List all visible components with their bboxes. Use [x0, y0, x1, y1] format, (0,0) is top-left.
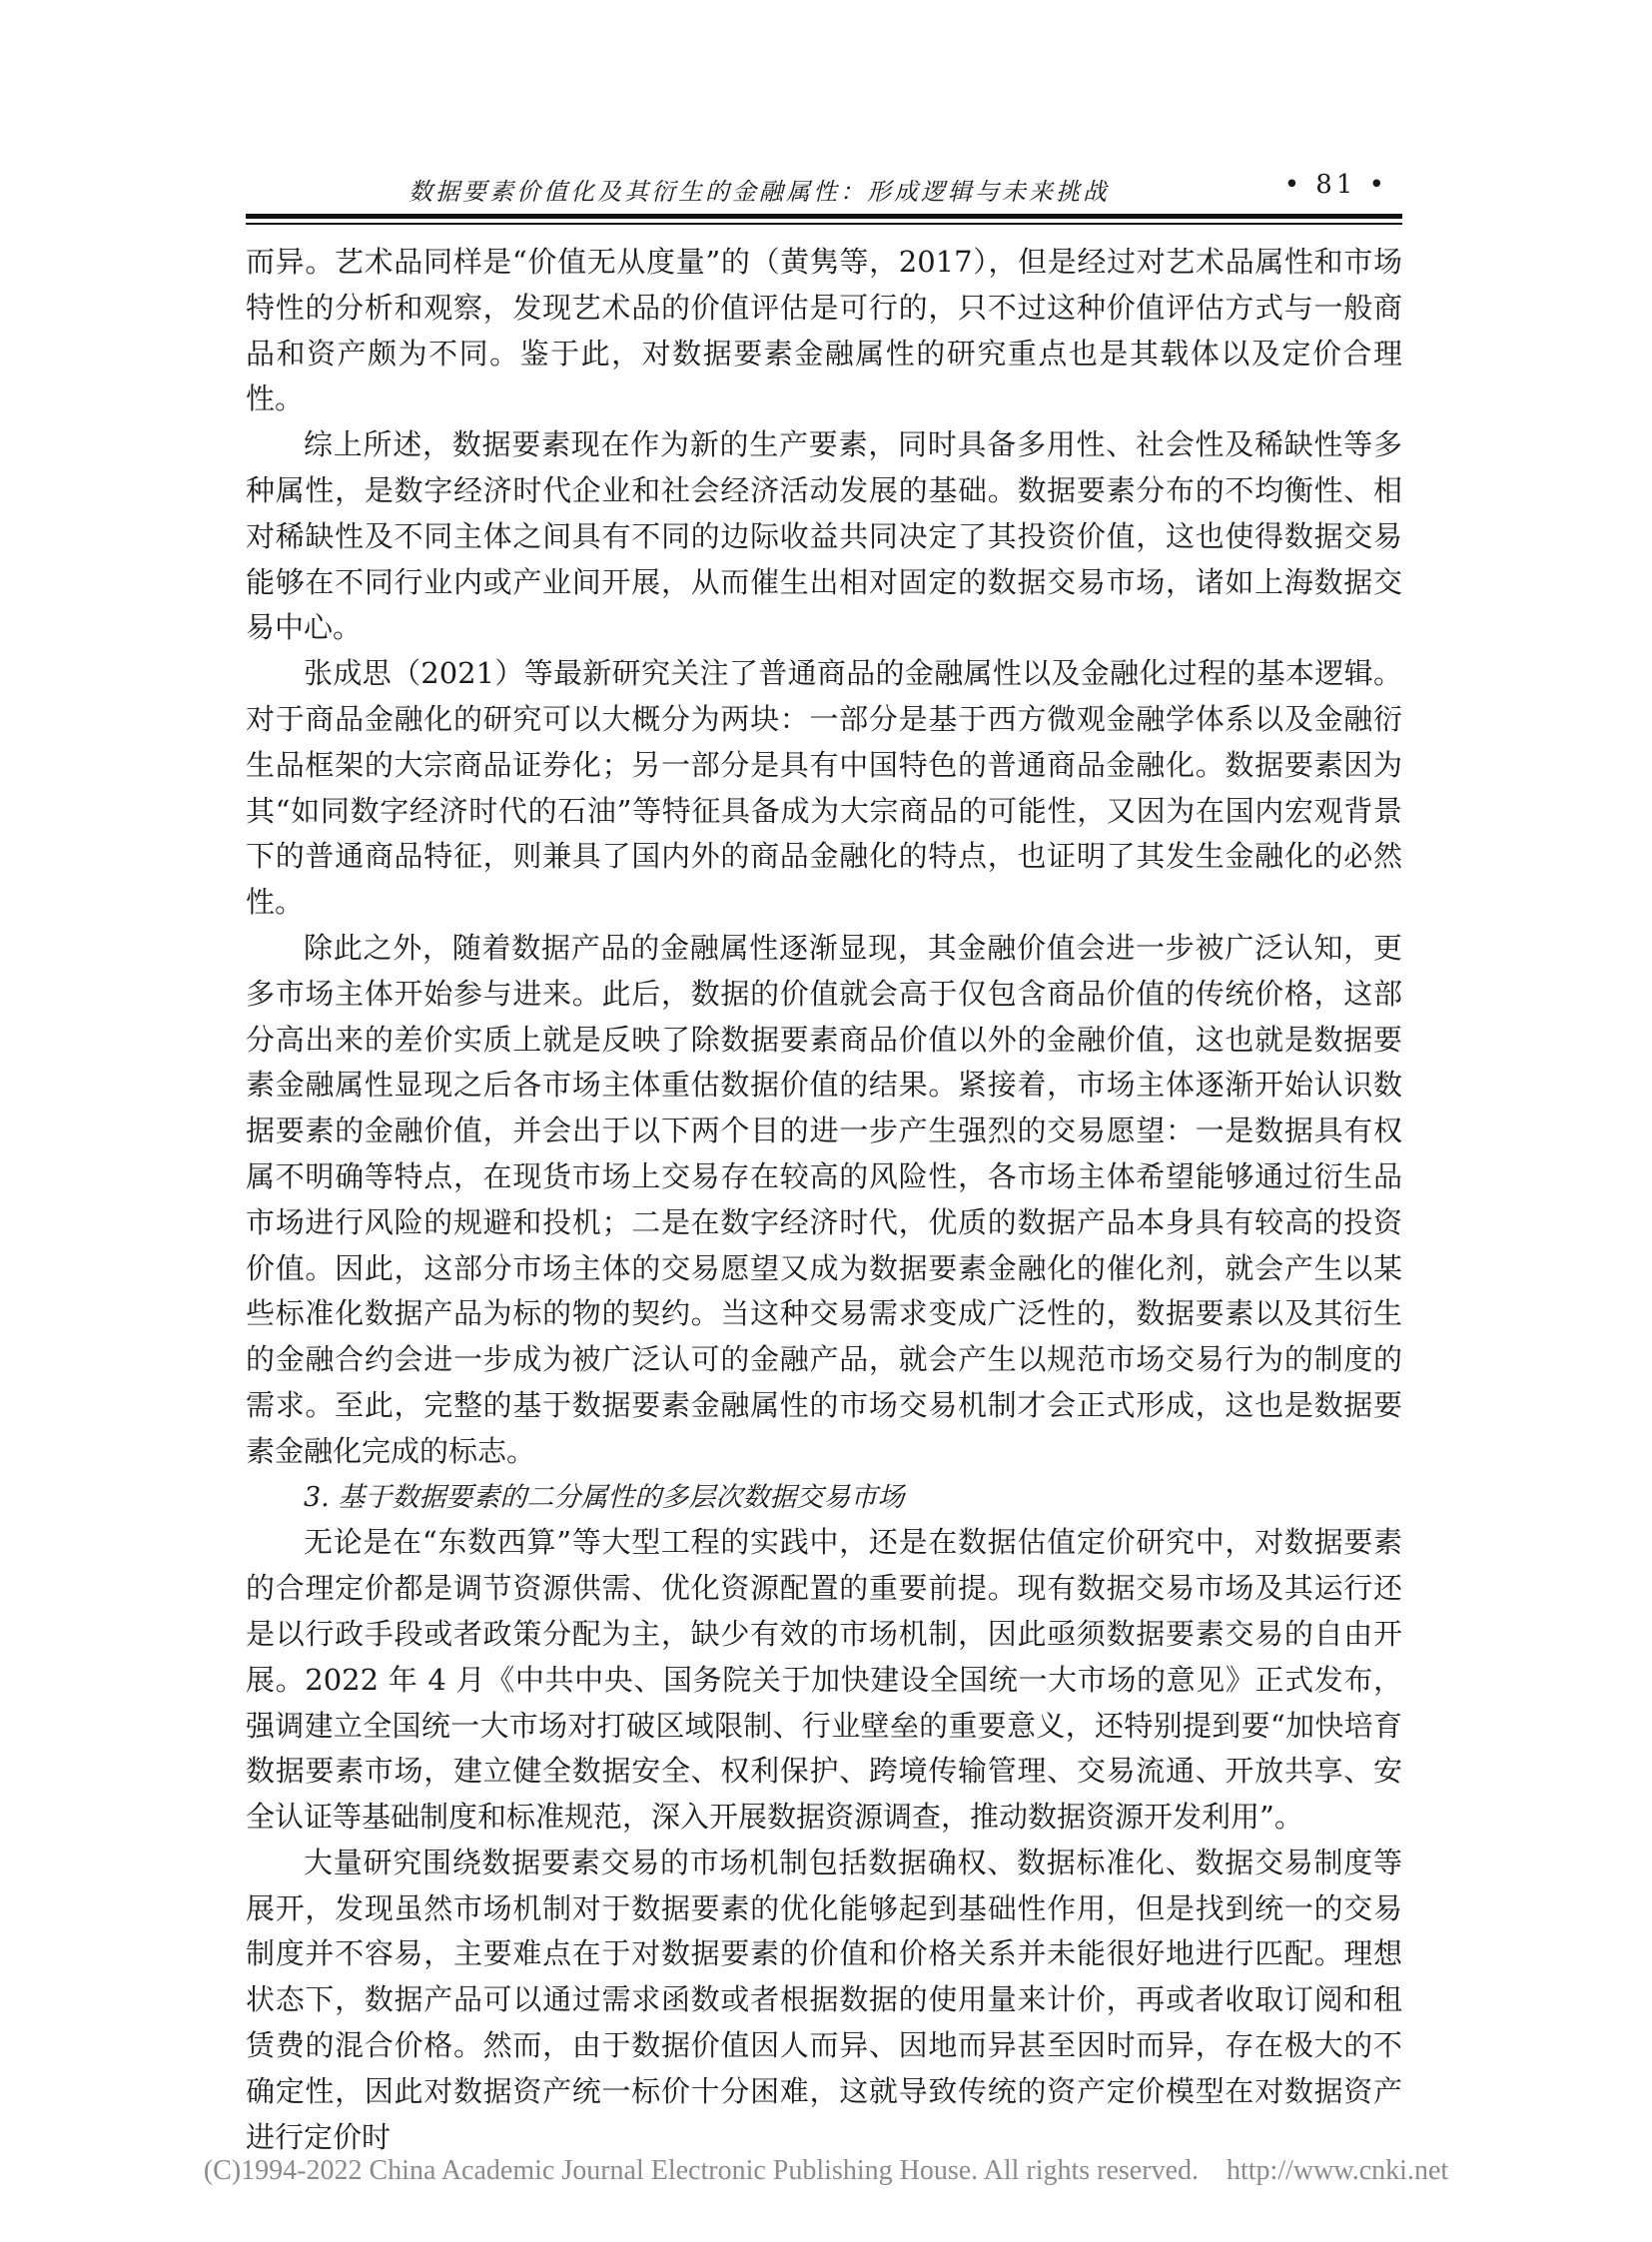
paragraph-6: 大量研究围绕数据要素交易的市场机制包括数据确权、数据标准化、数据交易制度等展开，发现虽然市场机制对于数据要素的优化能够起到基础性作用，但是找到统一的交易制度并不容易，主要难点在于对数据要素的价值和价格关系并未能很好地进行匹配。理想状态下，数据产品可以通过需求函数或者根据数据的使用量来计价，再或者收取订阅和租赁费的混合价格。然而，由于数据价值因人而异、因地而异甚至因时而异，存在极大的不确定性，因此对数据资产统一标价十分困难，这就导致传统的资产定价模型在对数据资产进行定价时: [246, 1845, 1402, 2154]
running-title: 数据要素价值化及其衍生的金融属性：形成逻辑与未来挑战: [409, 178, 1110, 206]
running-header: [246, 168, 1402, 208]
header-rule-thin: [246, 223, 1402, 225]
header-rule-thick: [246, 214, 1402, 219]
copyright-footer: (C)1994-2022 China Academic Journal Electronic Publishing House. All rights reserved. http://www.cnki.net: [203, 2155, 1449, 2186]
page-number: • 81 •: [1283, 170, 1388, 200]
section-heading: 3. 基于数据要素的二分属性的多层次数据交易市场: [304, 1481, 905, 1513]
article-body: [246, 240, 1402, 2160]
paragraph-4: 除此之外，随着数据产品的金融属性逐渐显现，其金融价值会进一步被广泛认知，更多市场主体开始参与进来。此后，数据的价值就会高于仅包含商品价值的传统价格，这部分高出来的差价实质上就是反映了除数据要素商品价值以外的金融价值，这也就是数据要素金融属性显现之后各市场主体重估数据价值的结果。紧接着，市场主体逐渐开始认识数据要素的金融价值，并会出于以下两个目的进一步产生强烈的交易愿望：一是数据具有权属不明确等特点，在现货市场上交易存在较高的风险性，各市场主体希望能够通过衍生品市场进行风险的规避和投机；二是在数字经济时代，优质的数据产品本身具有较高的投资价值。因此，这部分市场主体的交易愿望又成为数据要素金融化的催化剂，就会产生以某些标准化数据产品为标的物的契约。当这种交易需求变成广泛性的，数据要素以及其衍生的金融合约会进一步成为被广泛认可的金融产品，就会产生以规范市场交易行为的制度的需求。至此，完整的基于数据要素金融属性的市场交易机制才会正式形成，这也是数据要素金融化完成的标志。: [246, 930, 1402, 1468]
paragraph-3: 张成思（2021）等最新研究关注了普通商品的金融属性以及金融化过程的基本逻辑。对于商品金融化的研究可以大概分为两块：一部分是基于西方微观金融学体系以及金融衍生品框架的大宗商品证券化；另一部分是具有中国特色的普通商品金融化。数据要素因为其“如同数字经济时代的石油”等特征具备成为大宗商品的可能性，又因为在国内宏观背景下的普通商品特征，则兼具了国内外的商品金融化的特点，也证明了其发生金融化的必然性。: [246, 656, 1402, 920]
paragraph-5: 无论是在“东数西算”等大型工程的实践中，还是在数据估值定价研究中，对数据要素的合理定价都是调节资源供需、优化资源配置的重要前提。现有数据交易市场及其运行还是以行政手段或者政策分配为主，缺少有效的市场机制，因此亟须数据要素交易的自由开展。2022 年 4 月《中共中央、国务院关于加快建设全国统一大市场的意见》正式发布，强调建立全国统一大市场对打破区域限制、行业壁垒的重要意义，还特别提到要“加快培育数据要素市场，建立健全数据安全、权利保护、跨境传输管理、交易流通、开放共享、安全认证等基础制度和标准规范，深入开展数据资源调查，推动数据资源开发利用”。: [246, 1525, 1402, 1835]
paragraph-1: 而异。艺术品同样是“价值无从度量”的（黄隽等，2017），但是经过对艺术品属性和市场特性的分析和观察，发现艺术品的价值评估是可行的，只不过这种价值评估方式与一般商品和资产颇为不同。鉴于此，对数据要素金融属性的研究重点也是其载体以及定价合理性。: [246, 245, 1402, 416]
paragraph-2: 综上所述，数据要素现在作为新的生产要素，同时具备多用性、社会性及稀缺性等多种属性，是数字经济时代企业和社会经济活动发展的基础。数据要素分布的不均衡性、相对稀缺性及不同主体之间具有不同的边际收益共同决定了其投资价值，这也使得数据交易能够在不同行业内或产业间开展，从而催生出相对固定的数据交易市场，诸如上海数据交易中心。: [246, 427, 1402, 645]
